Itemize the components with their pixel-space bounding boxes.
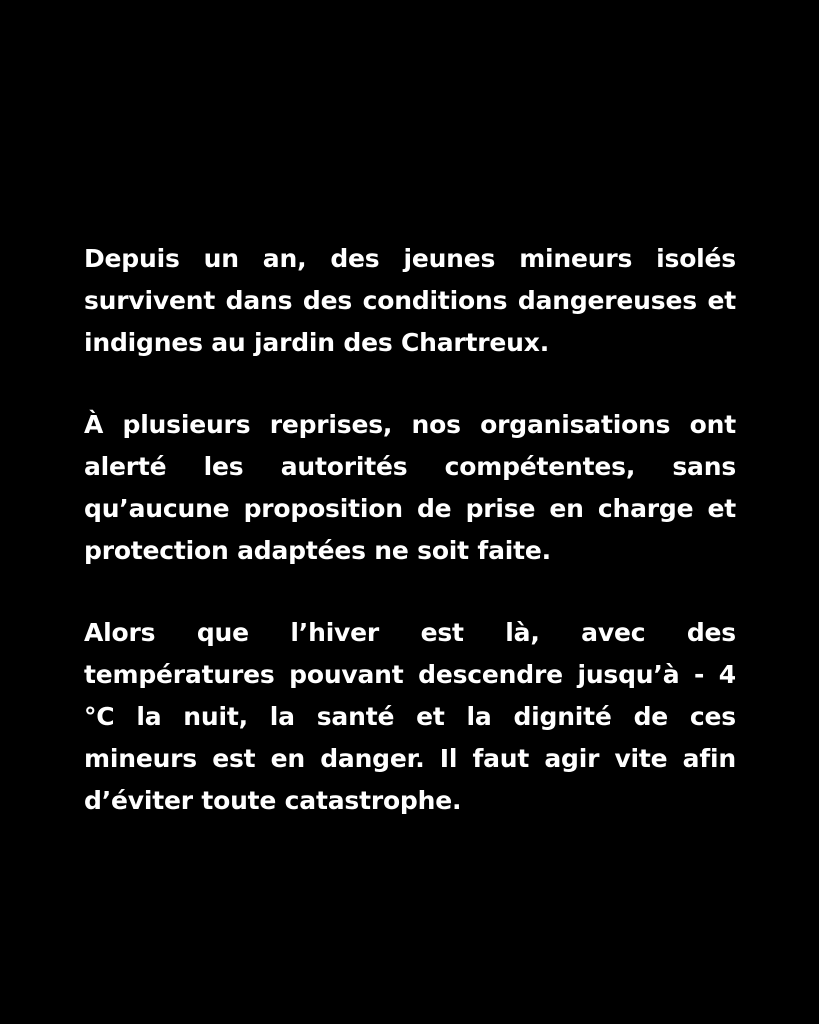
statement-text-block: [84, 238, 736, 822]
paragraph-alerts: À plusieurs reprises, nos organisations ont alerté les autorités compétentes, sans qu’aucune proposition de prise en charge et protection adaptées ne soit faite.: [84, 410, 736, 565]
paragraph-situation: Depuis un an, des jeunes mineurs isolés survivent dans des conditions dangereuses et indignes au jardin des Chartreux.: [84, 244, 736, 357]
paragraph-urgency: Alors que l’hiver est là, avec des températures pouvant descendre jusqu’à - 4 °C la nuit, la santé et la dignité de ces mineurs est en danger. Il faut agir vite afin d’éviter toute catastrophe.: [84, 618, 736, 815]
